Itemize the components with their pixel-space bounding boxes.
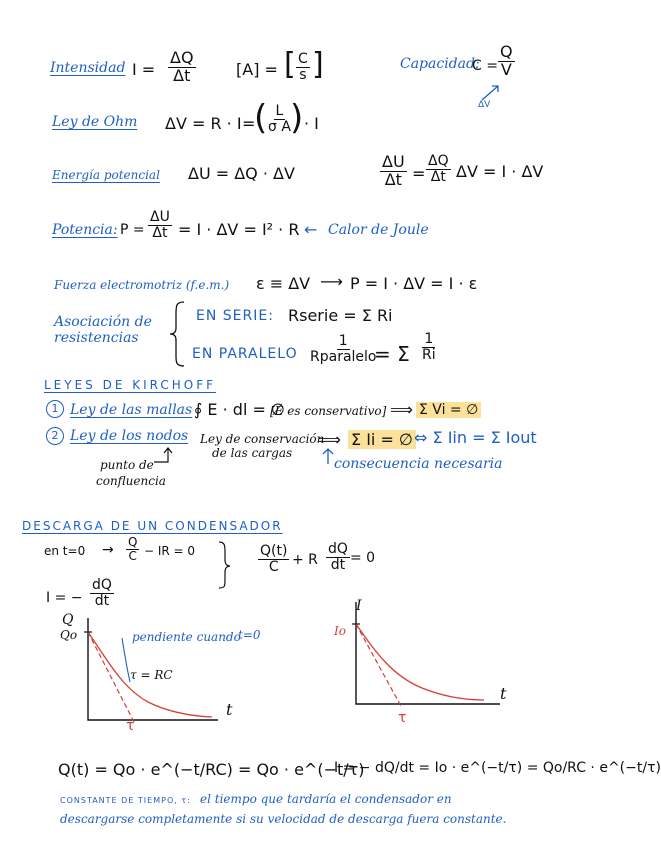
law1-implies: ⟹ <box>390 400 413 419</box>
capacidad-note: ΔV <box>478 100 491 110</box>
ohm-tail: · I <box>304 114 319 133</box>
punto-arrow-icon <box>150 444 180 466</box>
law1-number: 1 <box>46 400 64 418</box>
energia-fraction-2: $\frac{\Delta Q}{\Delta t}$ <box>428 153 449 185</box>
label-ley-mallas: Ley de las mallas <box>70 402 193 418</box>
graph-current-curve <box>356 624 484 700</box>
label-calor-joule: Calor de Joule <box>328 222 429 238</box>
graph-charge-y-label: Q <box>62 612 74 628</box>
label-asociacion-2: resistencias <box>54 330 139 346</box>
label-potencia: Potencia: <box>52 222 118 238</box>
punto-label-1: punto de <box>100 458 154 472</box>
ohm-eq: = <box>242 114 256 133</box>
label-ley-nodos: Ley de los nodos <box>70 428 189 444</box>
descarga-i-fraction: $\frac{dQ}{dt}$ <box>92 577 112 609</box>
intensidad-fraction: $\frac{\Delta Q}{\Delta t}$ <box>170 48 194 85</box>
capacidad-lhs: C = <box>472 58 498 74</box>
units-bracket-left: [ <box>284 47 296 82</box>
law1-formula: ∮ E · dl = ∅ <box>194 400 285 419</box>
ohm-paren-left: ( <box>254 98 268 138</box>
potencia-lhs: P = <box>120 222 145 238</box>
law2-arrow: ⟹ <box>318 430 341 449</box>
graph-current-tangent <box>356 624 402 708</box>
result-charge: Q(t) = Qo · e^(−t/RC) = Qo · e^(−t/τ) <box>58 760 365 779</box>
units-bracket-right: ] <box>312 47 324 82</box>
potencia-fraction: $\frac{\Delta U}{\Delta t}$ <box>150 209 170 241</box>
kirchhoff-title: LEYES DE KIRCHOFF <box>44 378 217 392</box>
potencia-tail: = I · ΔV = I² · R <box>178 220 300 239</box>
law1-result: Σ Vi = ∅ <box>416 402 481 418</box>
constante-text-2: descargarse completamente si su velocidad de descarga fuera constante. <box>60 812 507 826</box>
paralelo-fraction: 1 Rparalelo <box>310 333 377 365</box>
descarga-i-lhs: I = − <box>46 590 83 606</box>
capacidad-fraction: $\frac{Q}{V}$ <box>500 42 513 79</box>
label-ley-ohm: Ley de Ohm <box>52 114 138 130</box>
potencia-arrow: ← <box>304 220 318 239</box>
energia-formula: ΔU = ΔQ · ΔV <box>188 164 295 183</box>
graph-charge-pendiente: pendiente cuando <box>132 630 241 644</box>
units-lhs: [A] = <box>236 60 278 79</box>
descarga-arrow: → <box>102 542 114 558</box>
result-current: I = − dQ/dt = Io · e^(−t/τ) = Qo/RC · e^(−t/τ) <box>334 760 661 776</box>
descarga-eq2-fraction: $\frac{Q(t)}{C}$ <box>260 543 288 575</box>
graph-current-y0: Io <box>334 624 346 638</box>
label-energia: Energía potencial <box>52 168 160 182</box>
graph-charge-x-label: t <box>226 700 233 719</box>
graph-charge-tangent <box>88 632 134 722</box>
label-capacidad: Capacidad: <box>400 56 480 72</box>
graph-current <box>330 600 540 710</box>
graph-current-tau: τ <box>398 710 407 726</box>
graph-charge-tau: τ <box>126 718 135 734</box>
energia-fraction-1: $\frac{\Delta U}{\Delta t}$ <box>382 152 405 189</box>
graph-charge-t0: t=0 <box>238 628 261 642</box>
intensidad-lhs: I = <box>132 60 156 79</box>
ohm-fraction: $\frac{L}{\text{σ A}}$ <box>268 103 291 135</box>
graph-current-x-label: t <box>500 684 507 703</box>
law2-result: Σ Ii = ∅ <box>348 430 416 449</box>
descarga-eq2-mid: + R <box>292 552 318 568</box>
label-fem: Fuerza electromotriz (f.e.m.) <box>54 278 230 292</box>
fem-result: P = I · ΔV = I · ε <box>350 274 478 293</box>
graph-charge-tau-eq: τ = RC <box>130 668 173 682</box>
paralelo-fraction-2: $\frac{1}{Ri}$ <box>422 331 436 363</box>
paralelo-eq: = Σ <box>374 342 410 366</box>
descarga-brace-icon <box>216 540 232 590</box>
law2-note-2: de las cargas <box>212 446 293 460</box>
descarga-t0: en t=0 <box>44 544 86 558</box>
law2-currents: ⇔ Σ Iin = Σ Iout <box>414 428 537 447</box>
descarga-eq2-fraction-2: $\frac{dQ}{dt}$ <box>328 541 348 573</box>
ohm-paren-right: ) <box>290 98 304 138</box>
constante-text-1: el tiempo que tardaría el condensador en <box>200 792 452 806</box>
graph-charge-pointer <box>122 638 130 682</box>
serie-formula: Rserie = Σ Ri <box>288 306 393 325</box>
law2-note-1: Ley de conservación <box>200 432 325 446</box>
ohm-formula: ΔV = R · I <box>165 114 242 133</box>
fem-formula: ε ≡ ΔV <box>256 274 311 293</box>
descarga-eq1-tail: − IR = 0 <box>144 544 196 558</box>
units-fraction: $\frac{C}{s}$ <box>298 51 308 83</box>
punto-label-2: confluencia <box>96 474 166 488</box>
energia-tail: ΔV = I · ΔV <box>456 162 544 181</box>
label-consecuencia: consecuencia necesaria <box>334 456 503 472</box>
label-en-paralelo: EN PARALELO <box>192 346 298 362</box>
fem-arrow: ⟶ <box>320 272 343 291</box>
label-en-serie: EN SERIE: <box>196 308 274 324</box>
graph-charge-y0: Qo <box>60 628 78 642</box>
asociacion-brace-icon <box>168 300 186 368</box>
descarga-title: DESCARGA DE UN CONDENSADOR <box>22 519 283 533</box>
label-asociacion-1: Asociación de <box>54 314 152 330</box>
constante-label: CONSTANTE DE TIEMPO, τ: <box>60 796 191 805</box>
graph-current-y-label: I <box>356 598 362 614</box>
energia-eq: = <box>412 164 426 183</box>
descarga-eq1-fraction: $\frac{Q}{C}$ <box>128 535 138 563</box>
label-intensidad: Intensidad <box>50 60 126 76</box>
descarga-eq2-tail: = 0 <box>350 550 376 566</box>
law2-number: 2 <box>46 427 64 445</box>
law1-note: [E es conservativo] <box>270 404 387 418</box>
